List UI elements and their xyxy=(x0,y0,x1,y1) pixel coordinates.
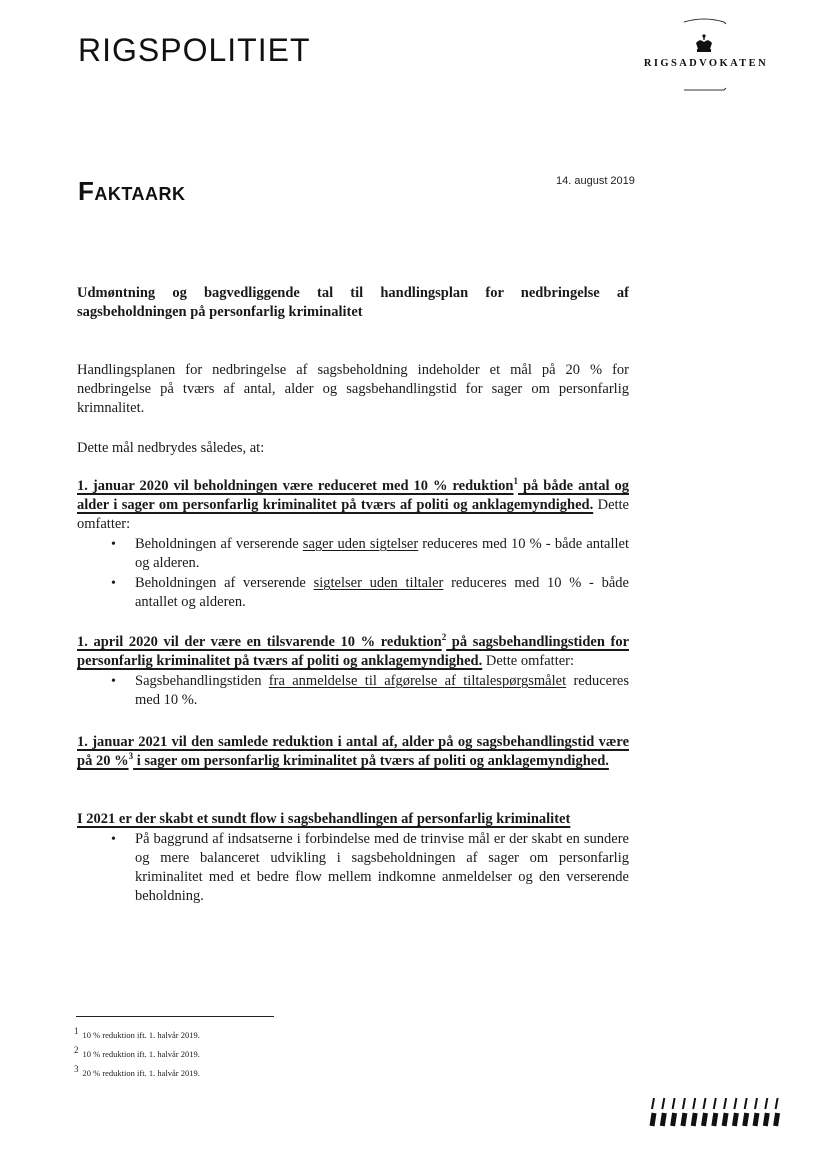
list-item xyxy=(111,574,629,612)
stripe xyxy=(704,1113,706,1126)
stripe xyxy=(662,1098,664,1109)
section-heading xyxy=(77,477,629,534)
footnote-ref-1[interactable]: 1 xyxy=(513,476,518,487)
footnote-2 xyxy=(74,1043,200,1062)
footnote-ref-3[interactable]: 3 xyxy=(128,751,134,762)
lead-in-paragraph: Dette mål nedbrydes således, at: xyxy=(77,440,265,456)
section-heading-text-cont: i sager om personfarlig kriminalitet på tværs af politi og anklagemyndighed. xyxy=(133,753,609,769)
list-item xyxy=(111,672,629,710)
section-heading-text-cont: på både antal og alder i sager om personfarlig kriminalitet på tværs af politi og anklagemyndighed. xyxy=(77,478,629,513)
list-item-emphasis: sigtelser uden tiltaler xyxy=(313,575,444,591)
bullet-icon: • xyxy=(111,537,116,552)
section-2021-flow xyxy=(77,810,629,906)
footnote-number: 1 xyxy=(74,1026,79,1036)
stripe xyxy=(745,1098,747,1109)
section-heading-text: I 2021 er der skabt et sundt flow i sagsbehandlingen af personfarlig kriminalitet xyxy=(77,811,571,827)
section-heading-text: 1. april 2020 vil der være en tilsvarende 10 % reduktion xyxy=(77,634,442,650)
list-item-text-cont: reduceres med 10 %. xyxy=(135,673,629,708)
stripe xyxy=(755,1098,757,1109)
footnote-1 xyxy=(74,1024,200,1043)
stripe xyxy=(714,1098,716,1109)
section-heading-tail: Dette omfatter: xyxy=(77,497,629,532)
section-heading-text: 1. januar 2021 vil den samlede reduktion i antal af, alder på og sagsbehandlingstid være på 20 % xyxy=(77,734,629,769)
stripe xyxy=(724,1113,726,1126)
section-2020-april xyxy=(77,633,629,710)
stripe xyxy=(693,1113,695,1126)
section-2021-january xyxy=(77,733,629,771)
section-heading xyxy=(77,733,629,771)
bullet-list xyxy=(77,830,629,906)
footnote-number: 2 xyxy=(74,1044,79,1055)
list-item-text: På baggrund af indsatserne i forbindelse med de trinvise mål er der skabt en sundere og mere balanceret udvikling i sagsbeholdningen af sager om personfarlig kriminalitet med et bedre flow mellem indkomne anmeldelser og den verserende beholdning. xyxy=(135,831,629,904)
crown-icon xyxy=(676,16,732,94)
stripes-logo-icon xyxy=(648,1096,784,1128)
list-item xyxy=(111,830,629,906)
stripe xyxy=(776,1113,778,1126)
bullet-icon: • xyxy=(111,576,116,591)
footnotes xyxy=(74,1024,200,1080)
bullet-list xyxy=(77,672,629,710)
stripe xyxy=(673,1098,675,1109)
footnote-text: 10 % reduktion ift. 1. halvår 2019. xyxy=(82,1048,200,1059)
list-item-emphasis: fra anmeldelse til afgørelse af tiltalespørgsmålet xyxy=(268,673,567,689)
footnote-divider xyxy=(76,1016,274,1017)
footnote-text: 20 % reduktion ift. 1. halvår 2019. xyxy=(82,1067,200,1078)
stripe xyxy=(724,1098,726,1109)
footnote-number: 3 xyxy=(74,1063,79,1074)
section-heading xyxy=(77,633,629,671)
list-item xyxy=(111,535,629,573)
document-type-heading: Faktaark xyxy=(78,176,186,206)
stripe xyxy=(765,1098,767,1109)
list-item-text-cont: reduceres med 10 % - både antallet og alderen. xyxy=(135,536,629,571)
stripe xyxy=(693,1098,695,1109)
list-item-text: Beholdningen af verserende xyxy=(135,536,303,552)
document-date: 14. august 2019 xyxy=(556,175,635,187)
stripe xyxy=(662,1113,664,1126)
rigsadvokaten-logo: RIGSADVOKATEN xyxy=(643,58,769,69)
stripe xyxy=(734,1113,736,1126)
stripe xyxy=(652,1098,654,1109)
rigspolitiet-logo: RIGSPOLITIET xyxy=(78,32,311,68)
bullet-list xyxy=(77,535,629,612)
stripe xyxy=(683,1098,685,1109)
intro-paragraph: Handlingsplanen for nedbringelse af sagsbeholdning indeholder et mål på 20 % for nedbringelse på tværs af antal, alder og sagsbehandlingstid for sager om personfarlig krimnalitet. xyxy=(77,362,629,416)
stripe xyxy=(734,1098,736,1109)
stripe xyxy=(765,1113,767,1126)
footnote-text: 10 % reduktion ift. 1. halvår 2019. xyxy=(82,1029,200,1040)
bullet-icon: • xyxy=(111,832,116,847)
stripe xyxy=(755,1113,757,1126)
stripe xyxy=(776,1098,778,1109)
bullet-icon: • xyxy=(111,674,116,689)
stripe xyxy=(652,1113,654,1126)
section-2020-january xyxy=(77,477,629,612)
list-item-emphasis: sager uden sigtelser xyxy=(302,536,419,552)
footnote-3 xyxy=(74,1062,200,1081)
document-title: Udmøntning og bagvedliggende tal til handlingsplan for nedbringelse af sagsbeholdningen på personfarlig kriminalitet xyxy=(77,285,629,320)
list-item-text: Sagsbehandlingstiden xyxy=(135,673,269,689)
stripe xyxy=(745,1113,747,1126)
section-heading xyxy=(77,810,629,829)
stripe xyxy=(714,1113,716,1126)
stripe xyxy=(704,1098,706,1109)
list-item-text-cont: reduceres med 10 % - både antallet og alderen. xyxy=(135,575,629,610)
section-heading-tail: Dette omfatter: xyxy=(482,653,575,669)
stripe xyxy=(673,1113,675,1126)
list-item-text: Beholdningen af verserende xyxy=(135,575,314,591)
footnote-ref-2[interactable]: 2 xyxy=(441,632,447,643)
section-heading-text-cont: på sagsbehandlingstiden for personfarlig kriminalitet på tværs af politi og anklagemyndighed. xyxy=(77,634,630,669)
section-heading-text: 1. januar 2020 vil beholdningen være reduceret med 10 % reduktion xyxy=(77,478,514,494)
stripe xyxy=(683,1113,685,1126)
